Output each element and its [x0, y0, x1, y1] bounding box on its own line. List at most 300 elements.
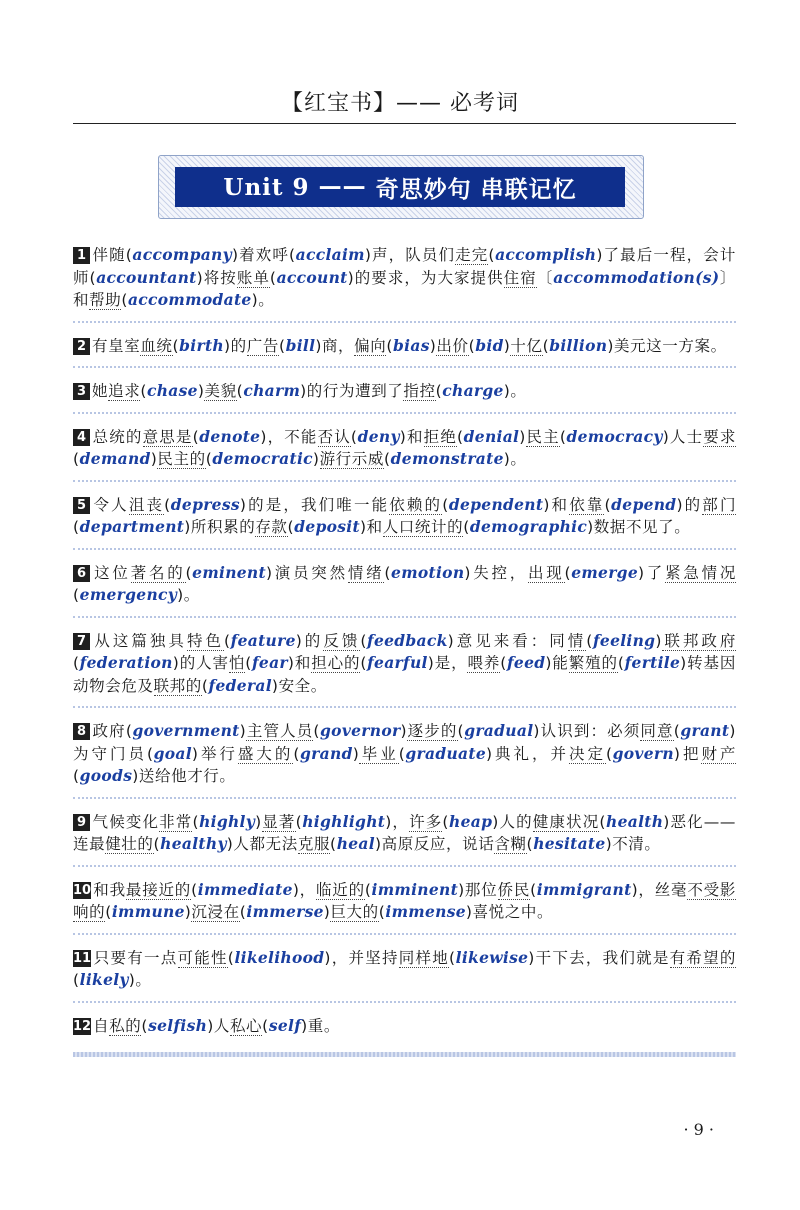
- vocab-word: immerse: [246, 902, 324, 921]
- vocab-word: hesitate: [533, 834, 606, 853]
- keyword-underlined: 显著: [261, 812, 296, 831]
- vocab-word: accomplish: [495, 245, 597, 264]
- sentence-text: )能: [545, 654, 569, 672]
- keyword-underlined: 追求: [108, 382, 141, 400]
- vocab-word: feature: [230, 630, 296, 650]
- keyword-underlined: 联邦政府: [661, 631, 736, 650]
- keyword-underlined: 民主的: [157, 450, 206, 468]
- keyword-underlined: 决定: [568, 744, 606, 763]
- sentence-text: )的: [676, 495, 703, 514]
- keyword-underlined: 出价: [436, 336, 469, 355]
- sentence-text: (: [239, 903, 247, 921]
- sentence-text: (: [604, 495, 612, 514]
- sentence-text: (: [500, 654, 507, 672]
- vocab-word: dependent: [448, 494, 544, 514]
- sentence-text: )商，: [315, 336, 355, 355]
- sentence-text: )，: [292, 880, 316, 899]
- keyword-underlined: 著名的: [130, 563, 186, 582]
- sentence-text: )把: [673, 744, 702, 763]
- sentence-item: [73, 333, 736, 369]
- sentence-text: 从这篇独具: [92, 631, 187, 650]
- sentence-number: 1: [73, 247, 90, 264]
- sentence-text: )和: [543, 495, 570, 514]
- sentence-text: )和: [287, 654, 312, 672]
- sentence-text: )所积累的: [184, 518, 256, 536]
- keyword-underlined: 繁殖的: [568, 654, 618, 672]
- sentence-text: 自: [93, 1016, 110, 1035]
- sentence-text: (: [605, 744, 613, 763]
- sentence-text: (: [73, 586, 80, 604]
- vocab-word: federation: [79, 653, 173, 672]
- sentence-text: )着欢呼(: [231, 246, 296, 264]
- vocab-word: birth: [179, 335, 224, 355]
- sentence-text: (: [398, 744, 406, 763]
- vocab-word: federal: [208, 675, 272, 695]
- sentence-text: (: [542, 336, 550, 355]
- vocab-word: highly: [199, 811, 256, 831]
- keyword-underlined: 反馈: [323, 631, 361, 650]
- sentence-text: )了最后一程，会计师(: [73, 246, 736, 287]
- vocab-word: grand: [300, 743, 353, 763]
- keyword-underlined: 帮助: [89, 291, 122, 309]
- sentence-text: 〔: [536, 268, 554, 287]
- vocab-word: denial: [463, 426, 520, 446]
- vocab-word: acclaim: [295, 245, 365, 264]
- sentence-text: (: [457, 722, 465, 740]
- sentence-text: ): [503, 336, 511, 355]
- vocab-word: feedback: [366, 630, 448, 650]
- sentence-text: (: [442, 495, 449, 514]
- vocab-word: department: [79, 517, 185, 536]
- vocab-word: deny: [357, 426, 400, 446]
- vocab-word: highlight: [302, 811, 386, 831]
- sentence-text: (: [599, 812, 606, 831]
- keyword-underlined: 美貌: [204, 382, 237, 400]
- sentence-text: )。: [177, 586, 200, 604]
- sentence-text: ): [323, 903, 331, 921]
- sentence-text: (: [201, 676, 209, 695]
- sentence-number: 9: [73, 814, 90, 831]
- vocab-word: immediate: [197, 879, 293, 899]
- sentence-text: )演员突然: [265, 563, 348, 582]
- vocab-word: depend: [611, 494, 677, 514]
- vocab-word: feed: [506, 653, 546, 672]
- vocab-word: bid: [475, 335, 504, 355]
- keyword-underlined: 临近的: [315, 880, 365, 899]
- keyword-underlined: 特色: [186, 631, 224, 650]
- vocab-word: selfish: [148, 1015, 208, 1035]
- sentence-text: 伴随(: [92, 246, 133, 264]
- vocab-word: demographic: [469, 517, 588, 536]
- keyword-underlined: 逐步的: [407, 722, 458, 740]
- keyword-underlined: 意思是: [142, 427, 193, 446]
- sentence-text: )美元这一方案。: [607, 336, 727, 355]
- sentence-text: (: [141, 1016, 149, 1035]
- vocab-word: fertile: [624, 653, 681, 672]
- vocab-word: emerge: [571, 562, 638, 582]
- sentence-text: ): [184, 903, 192, 921]
- sentence-text: )的人害: [172, 654, 229, 672]
- vocab-word: heal: [336, 834, 375, 853]
- sentence-text: (: [164, 495, 171, 514]
- keyword-underlined: 拒绝: [423, 427, 457, 446]
- sentence-text: )典礼，并: [486, 744, 569, 763]
- sentence-number: 4: [73, 429, 90, 446]
- sentence-text: (: [205, 450, 213, 468]
- sentence-text: )那位: [458, 880, 498, 899]
- keyword-underlined: 可能性: [177, 948, 228, 967]
- keyword-underlined: 游行示威: [319, 450, 384, 468]
- keyword-underlined: 情绪: [347, 563, 385, 582]
- sentence-item: [73, 877, 736, 935]
- sentence-text: (: [384, 563, 392, 582]
- vocab-word: immune: [111, 902, 185, 921]
- sentence-text: ): [519, 427, 526, 446]
- keyword-underlined: 私心: [229, 1016, 263, 1035]
- sentence-text: (: [435, 382, 443, 400]
- vocab-word: accommodate: [127, 290, 252, 309]
- sentence-item: [73, 945, 736, 1003]
- sentence-text: (: [442, 812, 450, 831]
- vocab-word: graduate: [405, 743, 486, 763]
- sentence-text: (: [278, 336, 286, 355]
- sentence-text: (: [192, 427, 200, 446]
- unit-banner-frame: [158, 155, 644, 219]
- sentence-text: )，不能: [260, 427, 318, 446]
- vocab-word: billion: [549, 335, 608, 355]
- keyword-underlined: 紧急情况: [665, 563, 736, 582]
- vocab-word: account: [276, 267, 348, 287]
- sentence-text: )。: [503, 450, 527, 468]
- sentence-text: )和: [399, 427, 424, 446]
- vocab-word: immigrant: [536, 879, 632, 899]
- vocab-word: healthy: [160, 834, 227, 853]
- sentence-item: [73, 242, 736, 323]
- sentence-text: (: [617, 654, 625, 672]
- keyword-underlined: 最接近的: [125, 880, 192, 899]
- vocab-word: govern: [612, 743, 674, 763]
- keyword-underlined: 担心的: [311, 654, 361, 672]
- keyword-underlined: 出现: [528, 563, 565, 582]
- keyword-underlined: 私的: [109, 1016, 142, 1035]
- sentence-text: (: [364, 880, 372, 899]
- keyword-underlined: 主管人员: [246, 722, 314, 740]
- keyword-underlined: 偏向: [354, 336, 387, 355]
- vocab-word: bias: [393, 335, 430, 355]
- vocab-word: demonstrate: [390, 449, 504, 468]
- sentence-text: 总统的: [92, 427, 143, 446]
- vocab-word: imminent: [371, 879, 459, 899]
- sentence-text: (: [350, 427, 358, 446]
- vocab-word: government: [132, 721, 240, 740]
- sentence-text: 只要有一点: [93, 948, 178, 967]
- sentence-number: 6: [73, 565, 90, 582]
- sentence-item: [73, 560, 736, 618]
- vocab-word: deposit: [294, 517, 360, 536]
- sentence-text: )认识到：必须: [533, 722, 641, 740]
- sentence-text: (: [457, 427, 464, 446]
- sentence-text: (: [383, 450, 391, 468]
- sentence-item: [73, 809, 736, 867]
- sentence-text: )为守门员(: [73, 722, 736, 763]
- sentence-number: 2: [73, 338, 90, 355]
- header-rule: [73, 123, 736, 124]
- sentence-text: (: [360, 654, 368, 672]
- keyword-underlined: 账单: [236, 268, 270, 287]
- sentence-item: [73, 718, 736, 799]
- sentence-text: ): [239, 722, 247, 740]
- vocab-word: self: [268, 1015, 302, 1035]
- keyword-underlined: 财产: [701, 744, 737, 763]
- unit-title: 奇思妙句 串联记忆: [375, 176, 577, 203]
- sentence-text: (: [105, 903, 112, 921]
- sentence-text: 令人: [92, 495, 129, 514]
- sentence-text: )意见来看：同: [447, 631, 568, 650]
- sentence-text: ): [197, 382, 205, 400]
- sentence-item: [73, 424, 736, 482]
- keyword-underlined: 要求: [703, 427, 737, 446]
- vocab-word: eminent: [192, 562, 266, 582]
- keyword-underlined: 情: [567, 631, 587, 650]
- sentence-text: )将按: [196, 268, 237, 287]
- keyword-underlined: 侨民: [497, 880, 531, 899]
- sentence-text: ): [255, 812, 262, 831]
- sentence-text: )举行: [191, 744, 238, 763]
- sentence-number: 10: [73, 882, 92, 898]
- vocab-word: accountant: [96, 267, 197, 287]
- sentence-number: 7: [73, 633, 90, 650]
- sentence-text: )的: [224, 336, 247, 355]
- sentence-text: (: [73, 450, 80, 468]
- keyword-underlined: 有希望的: [669, 948, 736, 967]
- vocab-word: denote: [199, 426, 261, 446]
- sentence-text: (: [488, 246, 496, 264]
- unit-label: Unit 9: [223, 173, 310, 201]
- sentence-text: )安全。: [271, 676, 327, 695]
- vocab-word: charm: [243, 381, 301, 400]
- sentence-text: (: [262, 1016, 269, 1035]
- sentence-text: (: [378, 903, 386, 921]
- sentence-text: (: [559, 427, 567, 446]
- sentence-text: ): [352, 744, 360, 763]
- vocab-word: grant: [680, 721, 730, 740]
- sentence-text: (: [223, 631, 231, 650]
- keyword-underlined: 许多: [409, 812, 443, 831]
- vocab-word: fearful: [367, 653, 428, 672]
- keyword-underlined: 走完: [455, 246, 489, 264]
- sentence-text: (: [468, 336, 476, 355]
- sentence-text: 气候变化: [92, 812, 160, 831]
- keyword-underlined: 巨大的: [330, 903, 379, 921]
- vocab-word: bill: [285, 335, 316, 355]
- sentence-text: )，丝毫: [631, 880, 688, 899]
- keyword-underlined: 血统: [140, 336, 173, 355]
- vocab-word: emergency: [79, 585, 178, 604]
- sentence-text: )数据不见了。: [587, 518, 691, 536]
- vocab-word: accompany: [132, 245, 232, 264]
- sentence-list: [73, 242, 736, 1041]
- running-header: 【红宝书】—— 必考词: [281, 91, 519, 116]
- sentence-text: (: [245, 654, 252, 672]
- sentence-text: ): [429, 336, 437, 355]
- sentence-text: )，: [385, 812, 410, 831]
- sentence-text: (: [293, 744, 301, 763]
- sentence-text: ): [655, 631, 662, 650]
- sentence-text: )。: [128, 971, 152, 989]
- sentence-text: ): [312, 450, 320, 468]
- keyword-underlined: 指控: [403, 382, 436, 400]
- keyword-underlined: 依靠: [569, 495, 605, 514]
- sentence-text: )高原反应，说话: [374, 835, 495, 853]
- sentence-text: (: [227, 948, 235, 967]
- sentence-text: (: [236, 382, 244, 400]
- sentence-text: )人的: [492, 812, 533, 831]
- vocab-word: gradual: [464, 721, 534, 740]
- sentence-text: (: [192, 812, 200, 831]
- keyword-underlined: 同意: [640, 722, 674, 740]
- vocab-word: depress: [170, 494, 240, 514]
- sentence-text: (: [73, 654, 80, 672]
- vocab-word: goods: [79, 766, 133, 785]
- keyword-underlined: 否认: [317, 427, 351, 446]
- sentence-text: )干下去，我们就是: [528, 948, 670, 967]
- vocab-word: goal: [153, 743, 192, 763]
- sentence-text: )的是，我们唯一能: [239, 495, 390, 514]
- sentence-item: [73, 1013, 736, 1042]
- sentence-number: 11: [73, 950, 92, 966]
- keyword-underlined: 依赖的: [389, 495, 443, 514]
- keyword-underlined: 喂养: [467, 654, 501, 672]
- keyword-underlined: 怕: [228, 654, 246, 672]
- keyword-underlined: 含糊: [494, 835, 527, 853]
- sentence-text: )。: [251, 291, 275, 309]
- sentence-text: (: [386, 336, 394, 355]
- sentence-text: (: [330, 835, 337, 853]
- sentence-text: (: [564, 563, 572, 582]
- sentence-text: )的: [295, 631, 324, 650]
- sentence-text: (: [185, 563, 193, 582]
- sentence-text: (: [526, 835, 534, 853]
- vocab-word: feeling: [592, 630, 656, 650]
- vocab-word: democratic: [212, 449, 313, 468]
- keyword-underlined: 盛大的: [237, 744, 294, 763]
- sentence-text: (: [269, 268, 277, 287]
- sentence-text: (: [153, 835, 161, 853]
- sentence-text: (: [463, 518, 470, 536]
- sentence-number: 8: [73, 723, 90, 740]
- keyword-underlined: 存款: [255, 518, 288, 536]
- sentence-text: )人士: [662, 427, 704, 446]
- keyword-underlined: 部门: [702, 495, 737, 514]
- sentence-text: 和我: [93, 880, 126, 899]
- sentence-text: )了: [637, 563, 666, 582]
- page-number: · 9 ·: [683, 1120, 714, 1139]
- sentence-text: (: [360, 631, 367, 650]
- sentence-text: (: [73, 971, 80, 989]
- sentence-text: (: [140, 382, 147, 400]
- sentence-text: )喜悦之中。: [465, 903, 554, 921]
- sentence-text: ): [150, 450, 158, 468]
- keyword-underlined: 同样地: [398, 948, 449, 967]
- sentence-text: 〕和: [73, 268, 736, 309]
- vocab-word: likelihood: [234, 947, 325, 967]
- sentence-text: (: [73, 518, 80, 536]
- sentence-text: (: [530, 880, 537, 899]
- unit-dash: ——: [309, 174, 376, 200]
- sentence-text: )和: [359, 518, 383, 536]
- sentence-text: )。: [503, 382, 527, 400]
- vocab-word: health: [606, 811, 664, 831]
- sentence-text: 她: [92, 382, 109, 400]
- keyword-underlined: 非常: [159, 812, 193, 831]
- sentence-text: (: [449, 948, 456, 967]
- sentence-text: (: [673, 722, 681, 740]
- keyword-underlined: 毕业: [359, 744, 399, 763]
- sentence-text: (: [121, 291, 128, 309]
- keyword-underlined: 克服: [297, 835, 331, 853]
- sentence-item: [73, 628, 736, 709]
- sentence-text: (: [313, 722, 321, 740]
- vocab-word: accommodation(s): [553, 267, 720, 287]
- sentence-text: (: [586, 631, 593, 650]
- sentence-text: )声，队员们: [364, 246, 456, 264]
- vocab-word: charge: [442, 381, 504, 400]
- sentence-text: )，并坚持: [324, 948, 399, 967]
- vocab-word: likely: [79, 970, 129, 989]
- sentence-item: [73, 378, 736, 414]
- sentence-text: )不清。: [605, 835, 661, 853]
- keyword-underlined: 十亿: [510, 336, 543, 355]
- sentence-number: 3: [73, 383, 90, 400]
- keyword-underlined: 民主: [525, 427, 560, 446]
- sentence-text: 政府(: [92, 722, 133, 740]
- sentence-text: )重。: [301, 1016, 341, 1035]
- keyword-underlined: 沉浸在: [191, 903, 240, 921]
- sentence-item: [73, 492, 736, 550]
- vocab-word: fear: [251, 653, 288, 672]
- keyword-underlined: 不受影响的: [73, 880, 737, 921]
- sentence-text: (: [295, 812, 303, 831]
- sentence-text: )的行为遭到了: [300, 382, 404, 400]
- sentence-text: )恶化——连最: [73, 812, 736, 853]
- vocab-word: governor: [320, 721, 401, 740]
- sentence-text: (: [172, 336, 180, 355]
- keyword-underlined: 联邦的: [153, 676, 202, 695]
- sentence-text: )人: [207, 1016, 230, 1035]
- keyword-underlined: 健康状况: [532, 812, 600, 831]
- sentence-text: (: [287, 518, 295, 536]
- sentence-text: )人都无法: [226, 835, 298, 853]
- vocab-word: chase: [146, 381, 198, 400]
- vocab-word: immense: [385, 902, 466, 921]
- keyword-underlined: 沮丧: [128, 495, 165, 514]
- sentence-text: (: [191, 880, 198, 899]
- keyword-underlined: 广告: [246, 336, 279, 355]
- sentence-text: )的要求，为大家提供: [347, 268, 504, 287]
- sentence-text: )送给他才行。: [132, 767, 236, 785]
- keyword-underlined: 住宿: [503, 268, 537, 287]
- vocab-word: likewise: [455, 947, 529, 967]
- sentence-text: 这位: [92, 563, 131, 582]
- sentence-text: 有皇室: [92, 336, 141, 355]
- bottom-rule: [73, 1052, 736, 1057]
- vocab-word: demand: [79, 449, 151, 468]
- vocab-word: emotion: [391, 562, 465, 582]
- sentence-text: ): [400, 722, 408, 740]
- sentence-number: 12: [73, 1018, 92, 1034]
- vocab-word: heap: [449, 811, 493, 831]
- vocab-word: democracy: [566, 426, 663, 446]
